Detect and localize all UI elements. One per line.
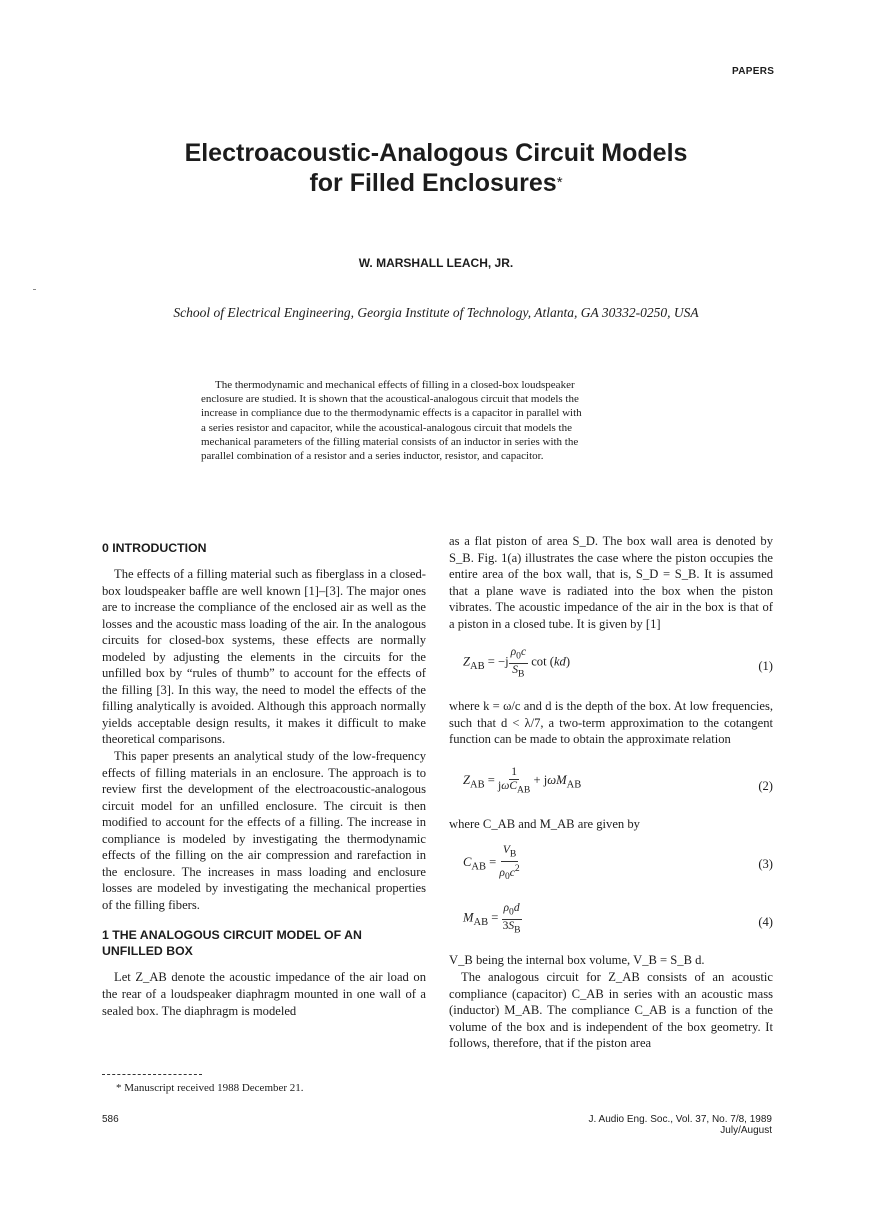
abstract-line: The thermodynamic and mechanical effects of filling in a closed-box loudspeaker: [215, 379, 575, 391]
affiliation: School of Electrical Engineering, Georgia Institute of Technology, Atlanta, GA 30332-0250, USA: [173, 305, 699, 320]
author: W. MARSHALL LEACH, JR.: [358, 256, 514, 270]
equation-1: $Z_{AB} = -j$ $\frac{\rho_0c}{S_B}$ cot (kd) (1): [463, 646, 773, 679]
section-heading-1-line-1: 1 THE ANALOGOUS CIRCUIT MODEL OF AN: [102, 928, 362, 943]
journal-citation: J. Audio Eng. Soc., Vol. 37, No. 7/8, 1989 July/August: [588, 1114, 772, 1136]
section-tag: PAPERS: [732, 66, 775, 77]
footnote: * Manuscript received 1988 December 21.: [116, 1082, 304, 1094]
scan-speck: [33, 289, 36, 290]
right-column: [449, 533, 773, 1052]
right-paragraph-2: where k = ω/c and d is the depth of the box. At low frequencies, such that d < λ/7, a two-term approximation to the cotangent function can be made to obtain the approximate relation: [449, 699, 773, 747]
section-1-paragraph-1: Let Z_AB denote the acoustic impedance of the air load on the rear of a loudspeaker diaphragm mounted in one wall of a sealed box. The diaphragm is modeled: [102, 970, 426, 1018]
abstract-line: a series resistor and capacitor, while the acoustical-analogous circuit that models the: [201, 421, 572, 434]
abstract: [201, 378, 669, 463]
title-footnote-mark: *: [556, 174, 563, 191]
equation-2: $Z_{AB}$ = $\frac{1}{j\omega C_{AB}}$ + jωM$_{AB}$ (2): [463, 765, 773, 796]
equation-4-number: (4): [758, 915, 773, 930]
intro-paragraph-1: The effects of a filling material such as fiberglass in a closed-box loudspeaker baffle are well known [1]–[3]. The major ones are to increase the compliance of the enclosed air as well as the losses and the acoustic mass loading of the air. In the analogous circuits for closed-box systems, these effects are normally modeled by adjusting the elements in the circuits for the unfilled box by “rules of thumb” to account for the effects of the filling [3]. In this way, the need to model the effects of the filling analytically is avoided. Although this approach normally yields acceptable design results, it makes it difficult to make theoretical comparisons.: [102, 567, 426, 747]
abstract-line: enclosure are studied. It is shown that the acoustical-analogous circuit that models the: [201, 393, 579, 406]
equation-2-number: (2): [758, 778, 773, 793]
title-line-1: Electroacoustic-Analogous Circuit Models: [184, 139, 688, 167]
right-paragraph-4: V_B being the internal box volume, V_B = S_B d.: [449, 953, 705, 968]
paper-title: [120, 138, 752, 198]
right-paragraph-1: as a flat piston of area S_D. The box wall area is denoted by S_B. Fig. 1(a) illustrates the case where the piston occupies the entire area of the box wall, that is, S_D = S_B. It is assumed that a plane wave is radiated into the box when the piston vibrates. The acoustic impedance of the air in the box is that of a piston in a closed tube. It is given by [1]: [449, 534, 773, 631]
title-line-2: [120, 168, 752, 198]
section-heading-introduction: 0 INTRODUCTION: [102, 541, 207, 555]
left-column: [102, 540, 426, 1019]
equation-4: $M_{AB}$ = $\frac{\rho_0d}{3S_B}$ (4): [463, 902, 773, 936]
equation-1-number: (1): [758, 659, 773, 674]
title-line-2-text: for Filled Enclosures: [309, 169, 557, 197]
page-number: 586: [102, 1114, 119, 1125]
intro-paragraph-2: This paper presents an analytical study of the low-frequency effects of filling materials in an enclosure. The approach is to review first the development of the electroacoustic-analogous circuit model for an unfilled enclosure. The circuit is then modified to account for the effects of a filling. The increase in compliance is modeled by investigating the thermodynamic effects of the filling on the air compression and rarefaction in the enclosure. The increases in mass loading and enclosure losses are modeled by investigating the mechanical properties of the filling fibers.: [102, 749, 426, 912]
equation-3: $C_{AB}$ = $\frac{V_B}{\rho_0c^2}$ (3): [463, 844, 773, 882]
right-paragraph-5: The analogous circuit for Z_AB consists of an acoustic compliance (capacitor) C_AB in series with an acoustic mass (inductor) M_AB. The compliance C_AB is a function of the volume of the box and is independent of the box geometry. It follows, therefore, that if the piston area: [449, 970, 773, 1051]
equation-3-number: (3): [758, 857, 773, 872]
abstract-line: mechanical parameters of the filling material consists of an inductor in series with the: [201, 435, 579, 448]
section-heading-1-line-2: UNFILLED BOX: [102, 944, 193, 959]
right-paragraph-3: where C_AB and M_AB are given by: [449, 816, 640, 831]
abstract-line: increase in compliance due to the thermodynamic effects is a capacitor in parallel with: [201, 407, 582, 420]
abstract-line: parallel combination of a resistor and a series inductor, resistor, and capacitor.: [201, 450, 544, 463]
footnote-rule: [102, 1074, 202, 1075]
